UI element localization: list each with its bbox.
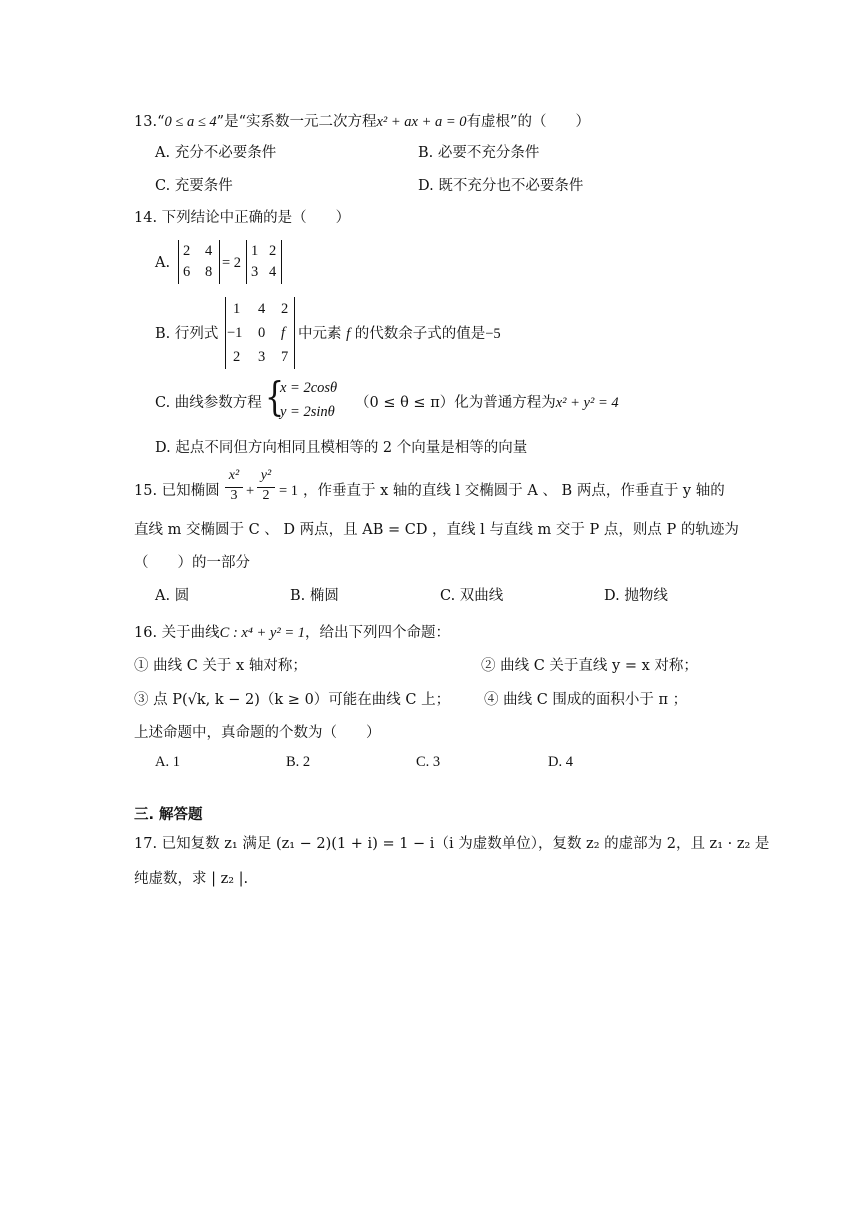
det-cell: 0 — [258, 325, 266, 341]
q13-stem — [134, 115, 590, 130]
q16-proposition-3: ③ 点 P(√k, k − 2)（k ≥ 0）可能在曲线 C 上； — [134, 692, 451, 708]
fraction-denominator: 3 — [230, 488, 238, 503]
q14-option-a-label: A. — [155, 255, 171, 271]
q15-line2: 直线 m 交椭圆于 C 、 D 两点，且 AB = CD ，直线 l 与直线 m 交于 P 点，则点 P 的轨迹为 — [134, 522, 739, 538]
det-cell: 6 — [183, 264, 191, 280]
fraction-bar — [225, 487, 243, 488]
det-cell: 4 — [269, 264, 277, 280]
q15-equals-one: = 1 — [279, 483, 299, 499]
q14-option-d: D. 起点不同但方向相同且模相等的 2 个向量是相等的向量 — [155, 440, 528, 456]
q13-equation: x² + ax + a = 0 — [376, 114, 467, 130]
q16-proposition-2: ② 曲线 C 关于直线 y = x 对称； — [481, 658, 698, 674]
section-heading — [134, 808, 203, 823]
q15-plus: + — [246, 483, 255, 499]
det-cell: 4 — [205, 243, 213, 259]
q14-b-text — [298, 327, 501, 342]
q14-option-b-label: B. 行列式 — [155, 326, 219, 342]
q14-b-element-f: f — [346, 326, 351, 342]
fraction-numerator: y² — [260, 468, 272, 483]
fraction-denominator: 2 — [262, 488, 270, 503]
q13-condition: 0 ≤ a ≤ 4 — [164, 114, 217, 130]
det-cell: 4 — [258, 301, 266, 317]
det-cell: 2 — [233, 349, 241, 365]
q16-proposition-1: ① 曲线 C 关于 x 轴对称； — [134, 658, 307, 674]
q14-stem: 14. 下列结论中正确的是（ ） — [134, 210, 351, 226]
q13-stem-middle: ”是“实系数一元二次方程 — [216, 114, 377, 130]
det-cell: 1 — [233, 301, 241, 317]
q13-stem-end: 有虚根”的（ ） — [466, 114, 590, 130]
det-cell: f — [281, 325, 286, 341]
q14-b-value: −5 — [485, 326, 501, 342]
q15-line3: （ ）的一部分 — [134, 555, 250, 571]
det-cell: 8 — [205, 264, 213, 280]
q15-option-b: B. 椭圆 — [290, 588, 339, 604]
q16-proposition-4: ④ 曲线 C 围成的面积小于 π ； — [484, 692, 688, 708]
q14-b-determinant — [225, 297, 295, 369]
q16-number: 16. 关于曲线 — [134, 625, 220, 641]
q14-c-range: （0 ≤ θ ≤ π）化为普通方程为 — [355, 395, 556, 411]
q13-option-d: D. 既不充分也不必要条件 — [418, 178, 584, 194]
q13-quote-open: “ — [157, 114, 165, 130]
q16-stem — [134, 626, 450, 641]
det-cell: 2 — [183, 243, 191, 259]
fraction-bar — [257, 487, 275, 488]
q14-c-result: x² + y² = 4 — [555, 395, 619, 411]
det-cell: 2 — [269, 243, 277, 259]
q16-stem-rest: ，给出下列四个命题： — [305, 625, 451, 641]
q14-b-text-2: 的代数余子式的值是 — [354, 326, 486, 342]
q14-c-param-y: y = 2sinθ — [280, 404, 335, 420]
q14-c-rest — [355, 396, 619, 411]
q17-line2: 纯虚数，求 | z₂ |. — [134, 871, 249, 887]
q15-number: 15. 已知椭圆 — [134, 483, 220, 499]
q15-option-c: C. 双曲线 — [440, 588, 504, 604]
det-cell: 3 — [258, 349, 266, 365]
det-cell: 2 — [281, 301, 289, 317]
left-brace-icon: { — [265, 373, 285, 422]
q15-fraction-y — [257, 468, 275, 504]
det-cell: −1 — [227, 325, 243, 341]
q14-c-param-x: x = 2cosθ — [280, 380, 338, 396]
q16-option-c: C. 3 — [416, 754, 441, 770]
q16-option-b: B. 2 — [286, 754, 311, 770]
det-cell: 7 — [281, 349, 289, 365]
q16-curve: C : x⁴ + y² = 1 — [219, 625, 306, 641]
q14-a-determinant-1 — [178, 240, 220, 284]
q16-ask: 上述命题中，真命题的个数为（ ） — [134, 725, 381, 741]
q16-option-a: A. 1 — [155, 754, 180, 770]
q13-number: 13. — [134, 114, 158, 130]
q14-a-determinant-2 — [246, 240, 282, 284]
q14-option-c-label: C. 曲线参数方程 — [155, 395, 262, 411]
q15-option-a: A. 圆 — [155, 588, 190, 604]
q13-option-b: B. 必要不充分条件 — [418, 145, 540, 161]
det-cell: 3 — [251, 264, 259, 280]
q13-option-a: A. 充分不必要条件 — [155, 145, 277, 161]
q14-b-text-1: 中元素 — [298, 326, 342, 342]
det-cell: 1 — [251, 243, 259, 259]
q15-line1-rest: ，作垂直于 x 轴的直线 l 交椭圆于 A 、 B 两点，作垂直于 y 轴的 — [303, 483, 725, 499]
section-3-title: 三. 解答题 — [134, 807, 203, 823]
q15-fraction-x — [225, 468, 243, 504]
q16-option-d: D. 4 — [548, 754, 573, 770]
q14-a-equals: = 2 — [222, 255, 242, 271]
q17-line1: 17. 已知复数 z₁ 满足 (z₁ − 2)(1 + i) = 1 − i（i 为虚数单位），复数 z₂ 的虚部为 2，且 z₁ · z₂ 是 — [134, 836, 770, 852]
fraction-numerator: x² — [228, 468, 240, 483]
q15-option-d: D. 抛物线 — [604, 588, 668, 604]
q13-option-c: C. 充要条件 — [155, 178, 233, 194]
